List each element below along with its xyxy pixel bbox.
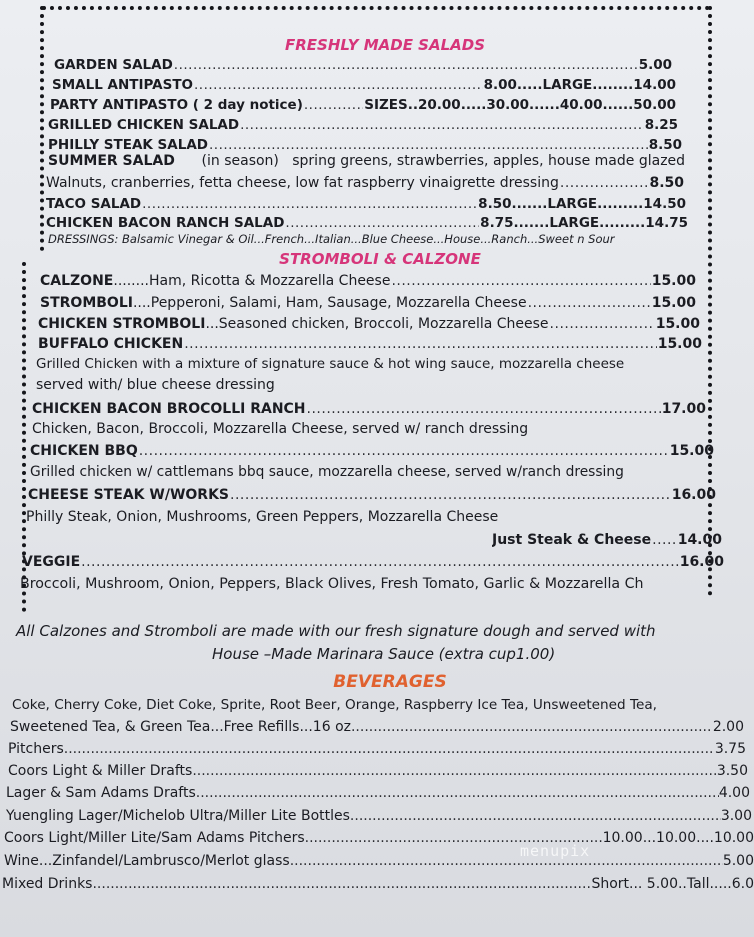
item-price: 16.00: [671, 487, 716, 503]
item-name: GARDEN SALAD: [54, 57, 173, 73]
menu-item-wine: [4, 853, 754, 869]
menu-item-garden-salad: [54, 56, 672, 74]
left-dotted-border: [40, 6, 44, 251]
item-price: 5.00: [722, 853, 754, 869]
item-name: CHICKEN BBQ: [30, 443, 138, 459]
item-name: BUFFALO CHICKEN: [38, 336, 184, 352]
item-description: ....Pepperoni, Salami, Ham, Sausage, Mozzarella Cheese: [132, 295, 527, 311]
item-price: 5.00: [638, 57, 672, 73]
item-price: 8.50: [648, 137, 682, 153]
menu-item-veggie: [22, 553, 724, 571]
item-description: Walnuts, cranberries, fetta cheese, low fat raspberry vinaigrette dressing: [46, 175, 559, 191]
item-price: 3.50: [716, 763, 748, 779]
item-price: SIZES..20.00.....30.00......40.00......50.00: [364, 97, 676, 113]
menu-item-chicken-bacon-brocolli-ranch: [32, 400, 706, 418]
item-price: 14.00: [677, 532, 722, 548]
item-name: Yuengling Lager/Michelob Ultra/Miller Lite Bottles: [6, 808, 350, 824]
item-name: PHILLY STEAK SALAD: [48, 137, 208, 153]
beverages-heading: BEVERAGES: [333, 672, 447, 692]
menu-item-coors-drafts: [8, 763, 748, 779]
menu-item-buffalo-chicken: [38, 335, 702, 353]
item-name: Just Steak & Cheese: [492, 532, 652, 548]
item-name: VEGGIE: [22, 554, 81, 570]
buffalo-description-1: Grilled Chicken with a mixture of signature sauce & hot wing sauce, mozzarella cheese: [36, 356, 625, 372]
buffalo-description-2: served with/ blue cheese dressing: [36, 377, 275, 393]
summer-salad-line1: [48, 153, 685, 169]
item-price: 3.75: [714, 741, 746, 757]
menu-item-just-steak-cheese: [492, 531, 722, 549]
menu-item-philly-steak-salad: [48, 136, 682, 154]
menu-item-party-antipasto: [50, 96, 676, 114]
cheese-steak-description: Philly Steak, Onion, Mushrooms, Green Peppers, Mozzarella Cheese: [26, 509, 499, 525]
item-name: CHICKEN STROMBOLI: [38, 316, 206, 332]
menu-item-chicken-stromboli: [38, 315, 700, 333]
menu-item-grilled-chicken-salad: [48, 116, 678, 134]
stromboli-heading: STROMBOLI & CALZONE: [279, 250, 481, 268]
menu-item-sodas: [10, 719, 744, 735]
item-price: 8.00.....LARGE........14.00: [483, 77, 676, 93]
menu-item-stromboli: [40, 294, 696, 312]
dressings-list: DRESSINGS: Balsamic Vinegar & Oil...French...Italian...Blue Cheese...House...Ranch...Sweet n Sour: [48, 232, 615, 246]
item-name: Sweetened Tea, & Green Tea...Free Refills...16 oz: [10, 719, 351, 735]
veggie-description: Broccoli, Mushroom, Onion, Peppers, Black Olives, Fresh Tomato, Garlic & Mozzarella Ch: [20, 576, 644, 592]
item-name: CHEESE STEAK W/WORKS: [28, 487, 230, 503]
item-name: CHICKEN BACON RANCH SALAD: [46, 215, 285, 231]
item-description: ...Seasoned chicken, Broccoli, Mozzarella Cheese: [205, 316, 549, 332]
item-name: TACO SALAD: [46, 196, 142, 212]
item-name: SUMMER SALAD: [48, 153, 175, 169]
menu-item-chicken-bacon-ranch-salad: [46, 214, 688, 232]
item-price: 8.75.......LARGE.........14.75: [480, 215, 688, 231]
menu-item-pitchers: [8, 741, 746, 757]
item-name: CALZONE: [40, 273, 114, 289]
menu-item-taco-salad: [46, 195, 686, 213]
menu-item-chicken-bbq: [30, 442, 714, 460]
menu-item-mixed-drinks: [2, 876, 754, 892]
top-dotted-border: [42, 6, 710, 10]
item-name: STROMBOLI: [40, 295, 133, 311]
menupix-watermark: menupix: [520, 842, 591, 860]
item-price: 15.00: [651, 295, 696, 311]
calzone-note-line1: All Calzones and Stromboli are made with our fresh signature dough and served with: [16, 622, 656, 640]
item-name: CHICKEN BACON BROCOLLI RANCH: [32, 401, 306, 417]
item-price: 8.50: [649, 175, 684, 191]
sodas-line1: Coke, Cherry Coke, Diet Coke, Sprite, Root Beer, Orange, Raspberry Ice Tea, Unsweetened Tea,: [12, 697, 657, 713]
item-description: ........Ham, Ricotta & Mozzarella Cheese: [113, 273, 391, 289]
item-name: PARTY ANTIPASTO ( 2 day notice): [50, 97, 303, 113]
item-name: Lager & Sam Adams Drafts: [6, 785, 196, 801]
salads-heading: FRESHLY MADE SALADS: [285, 36, 485, 54]
item-price: Short... 5.00..Tall.....6.0: [591, 876, 754, 892]
menu-item-calzone: [40, 272, 696, 290]
menu-item-beer-pitchers: [4, 830, 754, 846]
menu-item-small-antipasto: [52, 76, 676, 94]
item-name: Pitchers: [8, 741, 64, 757]
bbq-description: Grilled chicken w/ cattlemans bbq sauce, mozzarella cheese, served w/ranch dressing: [30, 464, 624, 480]
item-name: SMALL ANTIPASTO: [52, 77, 193, 93]
item-name: Coors Light/Miller Lite/Sam Adams Pitchers: [4, 830, 305, 846]
item-name: Coors Light & Miller Drafts: [8, 763, 193, 779]
item-price: 10.00...10.00....10.00: [602, 830, 754, 846]
item-price: 2.00: [712, 719, 744, 735]
item-price: 8.25: [644, 117, 678, 133]
item-price: 17.00: [661, 401, 706, 417]
item-price: 4.00: [718, 785, 750, 801]
item-description: spring greens, strawberries, apples, house made glazed: [292, 153, 686, 169]
item-name: Mixed Drinks: [2, 876, 93, 892]
item-price: 15.00: [657, 336, 702, 352]
menu-item-cheese-steak: [28, 486, 716, 504]
item-name: GRILLED CHICKEN SALAD: [48, 117, 240, 133]
item-price: 3.00: [720, 808, 752, 824]
item-price: 16.00: [679, 554, 724, 570]
item-price: 15.00: [655, 316, 700, 332]
item-price: 15.00: [651, 273, 696, 289]
menu-item-bottles: [6, 808, 752, 824]
season-note: (in season): [201, 153, 279, 169]
item-price: 15.00: [669, 443, 714, 459]
calzone-note-line2: House –Made Marinara Sauce (extra cup1.00): [212, 645, 556, 663]
summer-salad-line2: [46, 174, 684, 192]
cbbr-description: Chicken, Bacon, Broccoli, Mozzarella Cheese, served w/ ranch dressing: [32, 421, 529, 437]
right-dotted-border: [708, 6, 712, 596]
item-name: Wine...Zinfandel/Lambrusco/Merlot glass: [4, 853, 290, 869]
item-price: 8.50.......LARGE.........14.50: [478, 196, 686, 212]
menu-item-lager-drafts: [6, 785, 750, 801]
